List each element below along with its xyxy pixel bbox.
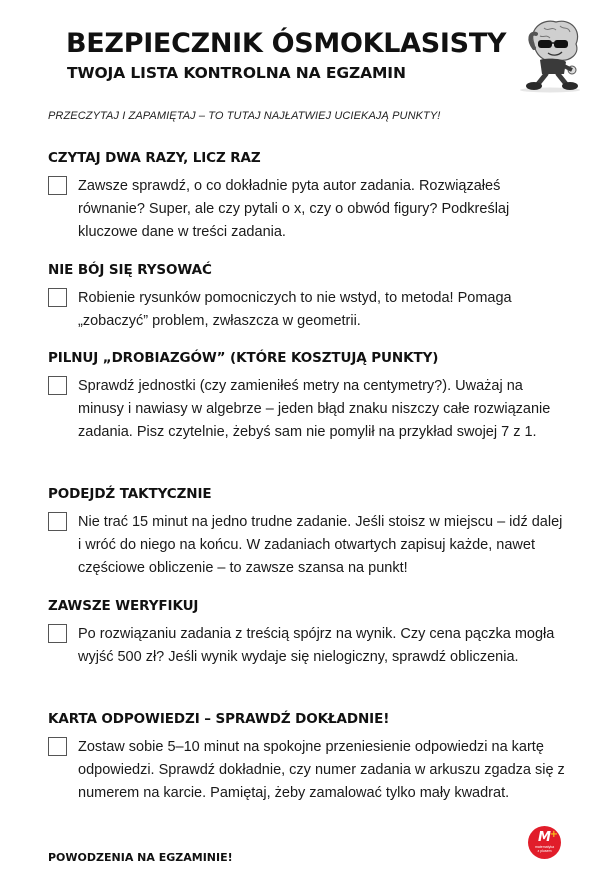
checkbox[interactable] [48, 288, 67, 307]
checklist-section [48, 262, 568, 333]
item-text: Sprawdź jednostki (czy zamieniłeś metry na centymetry?). Uważaj na minusy i nawiasy w algebrze – jeden błąd znaku niszczy całe rozwiązanie zadania. Pisz czytelnie, żebyś sam nie pomylił na przykład swojej 7 z 1. [78, 378, 551, 440]
logo-tagline-line1: matematyka [534, 845, 555, 849]
item-text: Nie trać 15 minut na jedno trudne zadanie. Jeśli stoisz w miejscu – idź dalej i wróć do niego na końcu. W zadaniach otwartych zapisuj każde, nawet częściowe obliczenie – to zawsze szansa na punkt! [78, 514, 563, 576]
section-heading: PILNUJ „DROBIAZGÓW” (KTÓRE KOSZTUJĄ PUNKTY) [48, 350, 439, 366]
checkbox[interactable] [48, 512, 67, 531]
checklist-item [48, 175, 568, 244]
section-heading: PODEJDŹ TAKTYCZNIE [48, 486, 212, 502]
checklist-section [48, 150, 568, 244]
intro-note: PRZECZYTAJ I ZAPAMIĘTAJ – TO TUTAJ NAJŁATWIEJ UCIEKAJĄ PUNKTY! [48, 110, 441, 122]
checklist-section [48, 711, 568, 805]
checkbox[interactable] [48, 376, 67, 395]
logo-tagline [535, 845, 554, 853]
logo-plus-icon: + [549, 829, 558, 840]
checklist-item [48, 511, 568, 580]
checklist-section [48, 350, 568, 444]
brand-logo [528, 826, 561, 859]
logo-letter: M [538, 830, 551, 845]
checklist-item [48, 287, 568, 333]
checklist-item [48, 375, 568, 444]
checklist-section [48, 486, 568, 580]
page-title: BEZPIECZNIK ÓSMOKLASISTY [66, 28, 507, 59]
section-heading: CZYTAJ DWA RAZY, LICZ RAZ [48, 150, 261, 166]
checkbox[interactable] [48, 737, 67, 756]
logo-tagline-line2: z plusem [537, 849, 552, 853]
checklist-section [48, 598, 568, 669]
section-heading: KARTA ODPOWIEDZI – SPRAWDŹ DOKŁADNIE! [48, 711, 390, 727]
section-heading: ZAWSZE WERYFIKUJ [48, 598, 199, 614]
logo-mark [538, 829, 558, 845]
brain-mascot-icon [500, 14, 600, 94]
item-text: Robienie rysunków pomocniczych to nie wstyd, to metoda! Pomaga „zobaczyć” problem, zwłaszcza w geometrii. [78, 290, 512, 329]
checklist-item [48, 623, 568, 669]
checkbox[interactable] [48, 624, 67, 643]
page-subtitle: TWOJA LISTA KONTROLNA NA EGZAMIN [67, 64, 406, 82]
footer-message: POWODZENIA NA EGZAMINIE! [48, 851, 233, 864]
item-text: Zostaw sobie 5–10 minut na spokojne przeniesienie odpowiedzi na kartę odpowiedzi. Sprawdź dokładnie, czy numer zadania w arkuszu zgadza się z numerem na karcie. Pamiętaj, żeby zamalować tylko mały kwadrat. [78, 739, 565, 801]
checklist-item [48, 736, 568, 805]
item-text: Zawsze sprawdź, o co dokładnie pyta autor zadania. Rozwiązałeś równanie? Super, ale czy pytali o x, czy o obwód figury? Podkreślaj kluczowe dane w treści zadania. [78, 178, 510, 240]
item-text: Po rozwiązaniu zadania z treścią spójrz na wynik. Czy cena pączka mogła wyjść 500 zł? Jeśli wynik wydaje się nielogiczny, sprawdź obliczenia. [78, 626, 555, 665]
section-heading: NIE BÓJ SIĘ RYSOWAĆ [48, 262, 212, 278]
checkbox[interactable] [48, 176, 67, 195]
